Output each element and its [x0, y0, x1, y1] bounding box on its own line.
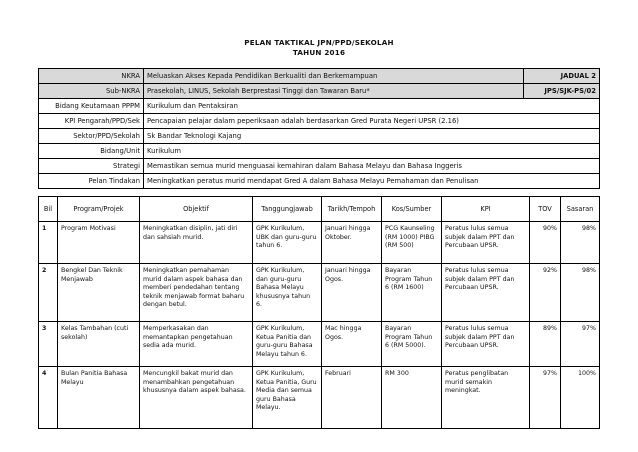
table-header-row [39, 197, 600, 222]
cell-bil: 2 [39, 264, 58, 322]
header-sasaran: Sasaran [561, 197, 600, 222]
nkra-value: Meluaskan Akses Kepada Pendidikan Berkualiti dan Berkemampuan [144, 69, 524, 84]
cell-kpi: Peratus lulus semua subjek dalam PPT dan Percubaan UPSR. [442, 264, 530, 322]
header-program: Program/Projek [58, 197, 140, 222]
kpi-pengarah-label: KPI Pengarah/PPD/Sek [39, 114, 144, 129]
cell-program: Bengkel Dan Teknik Menjawab [58, 264, 140, 322]
table-row [39, 264, 600, 322]
info-row-pelan-tindakan [39, 174, 600, 189]
table-row [39, 367, 600, 429]
cell-kos: RM 300 [382, 367, 442, 429]
table-row [39, 222, 600, 264]
title-line-1: PELAN TAKTIKAL JPN/PPD/SEKOLAH [244, 38, 394, 47]
info-row-sub-nkra [39, 84, 600, 99]
strategi-label: Strategi [39, 159, 144, 174]
cell-program: Program Motivasi [58, 222, 140, 264]
cell-kos: Bayaran Program Tahun 6 (RM 5000). [382, 322, 442, 367]
cell-bil: 3 [39, 322, 58, 367]
cell-objektif: Meningkatkan disiplin, jati diri dan sahsiah murid. [140, 222, 253, 264]
cell-program: Bulan Panitia Bahasa Melayu [58, 367, 140, 429]
pelan-tindakan-value: Meningkatkan peratus murid mendapat Gred A dalam Bahasa Melayu Pemahaman dan Penulisan [144, 174, 600, 189]
header-tarikh: Tarikh/Tempoh [322, 197, 382, 222]
nkra-label: NKRA [39, 69, 144, 84]
cell-tarikh: Januari hingga Oktober. [322, 222, 382, 264]
cell-tanggungjawab: GPK Kurikulum, Ketua Panitia, Guru Media dan semua guru Bahasa Melayu. [253, 367, 322, 429]
info-row-bidang-keutamaan [39, 99, 600, 114]
cell-sasaran: 98% [561, 222, 600, 264]
sektor-value: Sk Bandar Teknologi Kajang [144, 129, 600, 144]
cell-kpi: Peratus lulus semua subjek dalam PPT dan Percubaan UPSR. [442, 322, 530, 367]
cell-tanggungjawab: GPK Kurikulum, dan guru-guru Bahasa Melayu khususnya tahun 6. [253, 264, 322, 322]
cell-tov: 90% [530, 222, 561, 264]
cell-tov: 97% [530, 367, 561, 429]
cell-tov: 89% [530, 322, 561, 367]
cell-kos: Bayaran Program Tahun 6 (RM 1600) [382, 264, 442, 322]
cell-tov: 92% [530, 264, 561, 322]
header-tov: TOV [530, 197, 561, 222]
header-bil: Bil [39, 197, 58, 222]
table-row [39, 322, 600, 367]
sektor-label: Sektor/PPD/Sekolah [39, 129, 144, 144]
cell-kpi: Peratus lulus semua subjek dalam PPT dan Percubaan UPSR. [442, 222, 530, 264]
pelan-tindakan-label: Pelan Tindakan [39, 174, 144, 189]
header-objektif: Objektif [140, 197, 253, 222]
header-tanggungjawab: Tanggungjawab [253, 197, 322, 222]
cell-objektif: Memperkasakan dan memantapkan pengetahuan sedia ada murid. [140, 322, 253, 367]
header-kos: Kos/Sumber [382, 197, 442, 222]
document-code: JPS/SJK-PS/02 [524, 84, 600, 99]
document-title [0, 38, 638, 58]
cell-program: Kelas Tambahan (cuti sekolah) [58, 322, 140, 367]
info-row-strategi [39, 159, 600, 174]
info-row-sektor [39, 129, 600, 144]
bidang-unit-value: Kurikulum [144, 144, 600, 159]
info-row-kpi-pengarah [39, 114, 600, 129]
cell-tarikh: Mac hingga Ogos. [322, 322, 382, 367]
cell-kpi: Peratus penglibatan murid semakin meningkat. [442, 367, 530, 429]
sub-nkra-value: Prasekolah, LINUS, Sekolah Berprestasi Tinggi dan Tawaran Baru* [144, 84, 524, 99]
kpi-pengarah-value: Pencapaian pelajar dalam peperiksaan adalah berdasarkan Gred Purata Negeri UPSR (2.16) [144, 114, 600, 129]
title-line-2: TAHUN 2016 [292, 48, 346, 57]
cell-kos: PCG Kaunseling (RM 1000) PIBG (RM 500) [382, 222, 442, 264]
cell-tanggungjawab: GPK Kurikulum, UBK dan guru-guru tahun 6. [253, 222, 322, 264]
strategi-value: Memastikan semua murid menguasai kemahiran dalam Bahasa Melayu dan Bahasa Inggeris [144, 159, 600, 174]
cell-sasaran: 98% [561, 264, 600, 322]
info-row-nkra [39, 69, 600, 84]
header-kpi: KPI [442, 197, 530, 222]
jadual-code: JADUAL 2 [524, 69, 600, 84]
info-row-bidang-unit [39, 144, 600, 159]
info-table [38, 68, 600, 189]
cell-bil: 1 [39, 222, 58, 264]
cell-bil: 4 [39, 367, 58, 429]
sub-nkra-label: Sub-NKRA [39, 84, 144, 99]
cell-objektif: Meningkatkan pemahaman murid dalam aspek bahasa dan memberi pendedahan tentang teknik menjawab format baharu dengan betul. [140, 264, 253, 322]
bidang-keutamaan-label: Bidang Keutamaan PPPM [39, 99, 144, 114]
cell-sasaran: 97% [561, 322, 600, 367]
cell-objektif: Mencungkil bakat murid dan menambahkan pengetahuan khususnya dalam aspek bahasa. [140, 367, 253, 429]
cell-tanggungjawab: GPK Kurikulum, Ketua Panitia dan guru-guru Bahasa Melayu tahun 6. [253, 322, 322, 367]
cell-tarikh: Februari [322, 367, 382, 429]
bidang-unit-label: Bidang/Unit [39, 144, 144, 159]
cell-tarikh: Januari hingga Ogos. [322, 264, 382, 322]
program-table [38, 196, 600, 429]
bidang-keutamaan-value: Kurikulum dan Pentaksiran [144, 99, 600, 114]
cell-sasaran: 100% [561, 367, 600, 429]
